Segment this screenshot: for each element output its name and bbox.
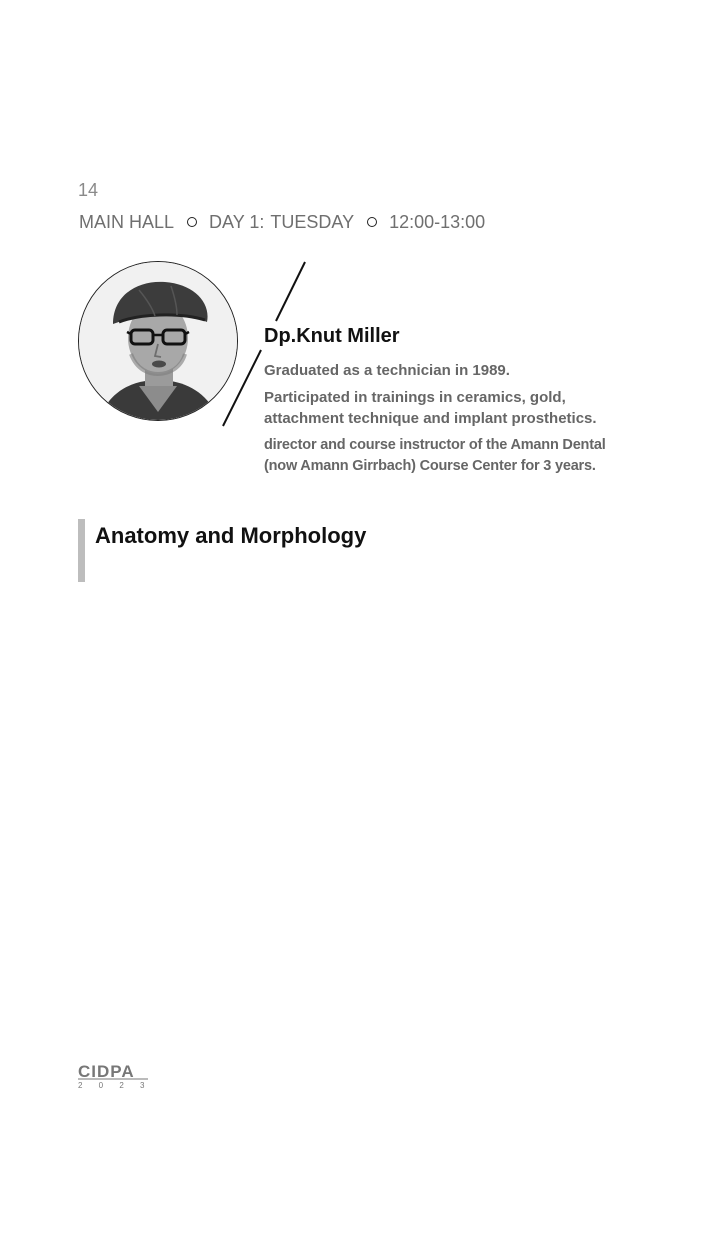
topic-title: Anatomy and Morphology (95, 523, 367, 548)
separator-dot-icon (187, 217, 197, 227)
session-time: 12:00-13:00 (389, 211, 486, 232)
logo-year: 2 0 2 3 (78, 1081, 150, 1090)
speaker-bio (264, 360, 664, 477)
speaker-info (264, 322, 664, 483)
cidpa-logo-icon (78, 1062, 150, 1090)
bio-line: Graduated as a technician in 1989. (264, 362, 510, 379)
speaker-portrait-icon (79, 262, 237, 420)
hall-label: MAIN HALL (79, 211, 175, 232)
page-number: 14 (78, 180, 99, 200)
speaker-name: Dp.Knut Miller (264, 325, 400, 347)
logo-text: CIDPA (78, 1062, 135, 1081)
day-label: DAY 1: (209, 211, 265, 232)
event-logo (78, 1062, 150, 1095)
bio-line: Participated in trainings in ceramics, gold, attachment technique and implant prosthetics. (264, 389, 597, 427)
separator-dot-icon (367, 217, 377, 227)
topic-block (78, 519, 638, 582)
speaker-avatar (78, 261, 238, 421)
bio-line: director and course instructor of the Amann Dental (now Amann Girrbach) Course Center for 3 years. (264, 437, 606, 474)
session-info-bar (79, 210, 485, 234)
day-name: TUESDAY (270, 211, 355, 232)
